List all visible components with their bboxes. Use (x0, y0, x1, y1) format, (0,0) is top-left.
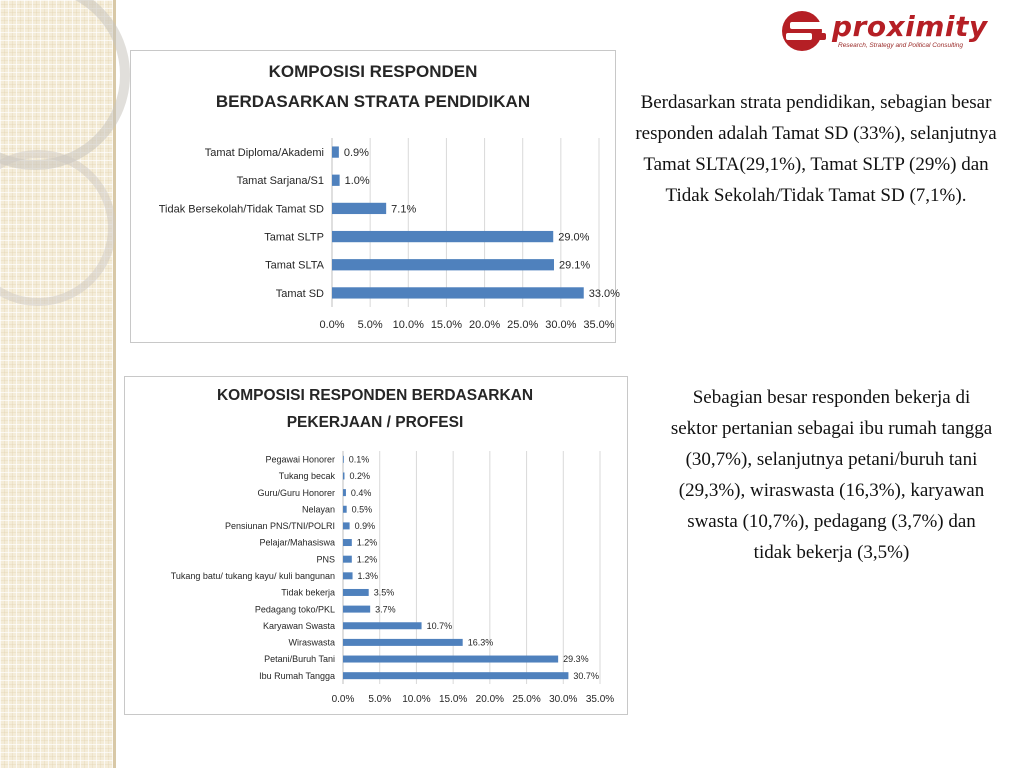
occupation-chart-svg (125, 377, 627, 714)
occupation-category-label: Wiraswasta (288, 637, 335, 648)
occupation-x-tick-label: 10.0% (402, 694, 431, 705)
education-bar (332, 259, 554, 270)
education-x-tick-label: 0.0% (319, 319, 345, 331)
occupation-category-label: Guru/Guru Honorer (257, 487, 335, 498)
occupation-data-label: 0.9% (354, 521, 376, 532)
occupation-data-label: 3.5% (373, 587, 395, 598)
education-category-label: Tamat SLTP (264, 231, 324, 244)
occupation-category-label: Pegawai Honorer (265, 454, 335, 465)
occupation-bar (343, 622, 422, 629)
occupation-data-label: 0.1% (348, 454, 370, 465)
occupation-category-label: Pelajar/Mahasiswa (259, 537, 335, 548)
education-x-tick-label: 15.0% (430, 319, 463, 331)
occupation-data-label: 0.2% (349, 471, 370, 482)
occupation-bar (343, 506, 347, 513)
education-chart (130, 50, 620, 343)
occupation-x-tick-label: 25.0% (512, 694, 541, 705)
occupation-bar (343, 639, 463, 646)
education-category-label: Tamat Diploma/Akademi (204, 146, 324, 159)
education-category-label: Tamat SD (275, 287, 324, 300)
education-bar (332, 175, 340, 186)
occupation-data-label: 3.7% (375, 604, 396, 615)
education-x-tick-label: 25.0% (507, 319, 539, 331)
education-data-label: 0.9% (343, 146, 369, 159)
occupation-x-tick-label: 30.0% (549, 694, 578, 705)
education-x-tick-label: 35.0% (583, 319, 615, 331)
education-description: Berdasarkan strata pendidikan, sebagian besar responden adalah Tamat SD (33%), selanjutnya Tamat SLTA(29,1%), Tamat SLTP (29%) dan Tidak Sekolah/Tidak Tamat SD (7,1%). (635, 92, 997, 206)
occupation-bar (343, 589, 369, 596)
occupation-category-label: Karyawan Swasta (262, 620, 335, 631)
occupation-bar (343, 606, 370, 613)
education-bar (332, 287, 584, 298)
occupation-data-label: 16.3% (467, 637, 494, 648)
occupation-x-tick-label: 0.0% (331, 694, 355, 705)
education-category-label: Tamat SLTA (265, 259, 324, 272)
education-chart-title: BERDASARKAN STRATA PENDIDIKAN (215, 92, 531, 111)
occupation-data-label: 1.2% (356, 537, 378, 548)
education-data-label: 29.1% (558, 259, 591, 272)
proximity-logo (780, 8, 1016, 56)
occupation-x-tick-label: 35.0% (585, 694, 615, 705)
occupation-data-label: 1.2% (356, 554, 378, 565)
occupation-category-label: PNS (316, 554, 335, 565)
education-bar (332, 231, 553, 242)
education-bar (332, 146, 339, 157)
education-data-label: 7.1% (391, 203, 417, 216)
occupation-category-label: Tukang becak (278, 471, 335, 482)
education-x-tick-label: 10.0% (392, 319, 424, 331)
occupation-category-label: Tukang batu/ tukang kayu/ kuli bangunan (170, 570, 335, 581)
occupation-bar (343, 572, 353, 579)
education-chart-svg (131, 51, 620, 342)
occupation-data-label: 0.5% (351, 504, 373, 515)
occupation-chart-title: PEKERJAAN / PROFESI (286, 414, 464, 431)
occupation-data-label: 29.3% (563, 654, 589, 665)
education-x-tick-label: 20.0% (468, 319, 501, 331)
occupation-category-label: Tidak bekerja (281, 587, 335, 598)
education-x-tick-label: 30.0% (545, 319, 577, 331)
logo-wordmark: proximity (832, 10, 988, 43)
occupation-bar (343, 489, 346, 496)
occupation-x-tick-label: 15.0% (438, 694, 468, 705)
occupation-category-label: Pensiunan PNS/TNI/POLRI (224, 521, 335, 532)
education-bar (332, 203, 386, 214)
occupation-bar (343, 656, 558, 663)
education-category-label: Tidak Bersekolah/Tidak Tamat SD (158, 203, 324, 216)
occupation-category-label: Pedagang toko/PKL (254, 604, 335, 615)
occupation-bar (343, 539, 352, 546)
occupation-category-label: Ibu Rumah Tangga (259, 670, 335, 681)
occupation-data-label: 10.7% (426, 620, 453, 631)
occupation-chart-title: KOMPOSISI RESPONDEN BERDASARKAN (216, 387, 534, 404)
occupation-bar (343, 522, 350, 529)
occupation-category-label: Petani/Buruh Tani (264, 654, 335, 665)
education-data-label: 33.0% (588, 287, 620, 300)
education-x-tick-label: 5.0% (357, 319, 383, 331)
education-data-label: 29.0% (558, 231, 590, 244)
occupation-data-label: 1.3% (357, 570, 379, 581)
occupation-x-tick-label: 5.0% (368, 694, 392, 705)
occupation-x-tick-label: 20.0% (475, 694, 505, 705)
occupation-bar (343, 456, 344, 463)
occupation-chart (124, 376, 628, 715)
occupation-bar (343, 472, 344, 479)
occupation-data-label: 0.4% (350, 487, 372, 498)
proximity-logo-mark-icon (780, 8, 828, 54)
logo-tagline: Research, Strategy and Political Consulting (838, 42, 964, 49)
education-category-label: Tamat Sarjana/S1 (236, 175, 324, 188)
education-chart-title: KOMPOSISI RESPONDEN (268, 62, 478, 81)
occupation-description: Sebagian besar responden bekerja di sektor pertanian sebagai ibu rumah tangga (30,7%), selanjutnya petani/buruh tani (29,3%), wiraswasta (16,3%), karyawan swasta (10,7%), pedagang (3,7%) dan tidak bekerja (3,5%) (670, 387, 993, 563)
occupation-bar (343, 556, 352, 563)
education-data-label: 1.0% (344, 175, 370, 188)
occupation-data-label: 30.7% (573, 670, 599, 681)
occupation-bar (343, 672, 568, 679)
occupation-category-label: Nelayan (301, 504, 335, 515)
